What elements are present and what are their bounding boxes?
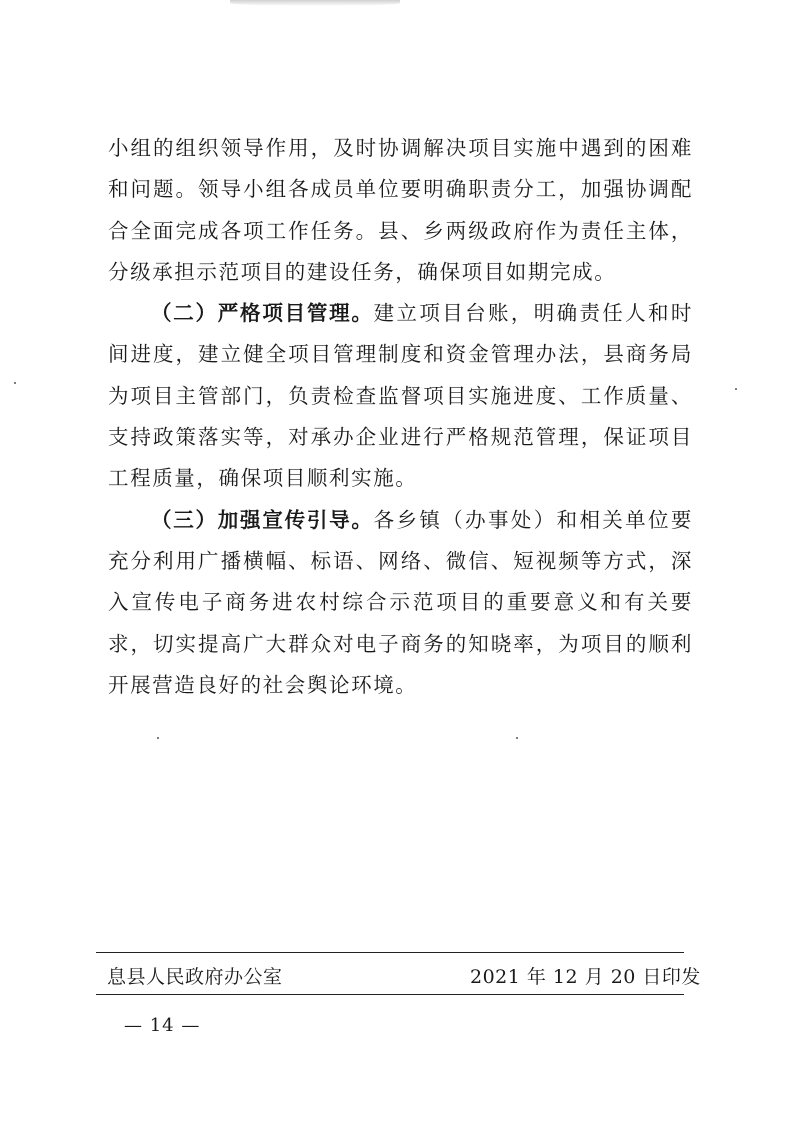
document-body	[108, 128, 693, 706]
paragraph-3	[108, 500, 693, 706]
footer-bottom-rule	[96, 994, 684, 995]
footer-issue-date: 2021 年 12 月 20 日印发	[470, 966, 701, 988]
footer-issuer: 息县人民政府办公室	[107, 966, 283, 988]
paragraph-3-text: 各乡镇（办事处）和相关单位要充分利用广播横幅、标语、网络、微信、短视频等方式，深入宣传电子商务进农村综合示范项目的重要意义和有关要求，切实提高广大群众对电子商务的知晓率，为项目的顺利开展营造良好的社会舆论环境。	[108, 507, 693, 697]
scan-edge-shadow	[230, 0, 400, 6]
scan-speck	[157, 737, 159, 739]
paragraph-1-text: 小组的组织领导作用，及时协调解决项目实施中遇到的困难和问题。领导小组各成员单位要明确职责分工，加强协调配合全面完成各项工作任务。县、乡两级政府作为责任主体，分级承担示范项目的建设任务，确保项目如期完成。	[108, 136, 693, 284]
paragraph-3-heading: （三）加强宣传引导。	[151, 507, 374, 532]
page-number: — 14 —	[124, 1015, 201, 1036]
footer-top-rule	[96, 952, 684, 953]
paragraph-2	[108, 293, 693, 499]
paragraph-1	[108, 128, 693, 293]
scan-speck	[735, 388, 737, 390]
paragraph-2-text: 建立项目台账，明确责任人和时间进度，建立健全项目管理制度和资金管理办法，县商务局为项目主管部门，负责检查监督项目实施进度、工作质量、支持政策落实等，对承办企业进行严格规范管理，保证项目工程质量，确保项目顺利实施。	[108, 301, 693, 491]
scan-speck	[516, 737, 518, 739]
paragraph-2-heading: （二）严格项目管理。	[151, 301, 374, 326]
scan-speck	[14, 382, 16, 384]
